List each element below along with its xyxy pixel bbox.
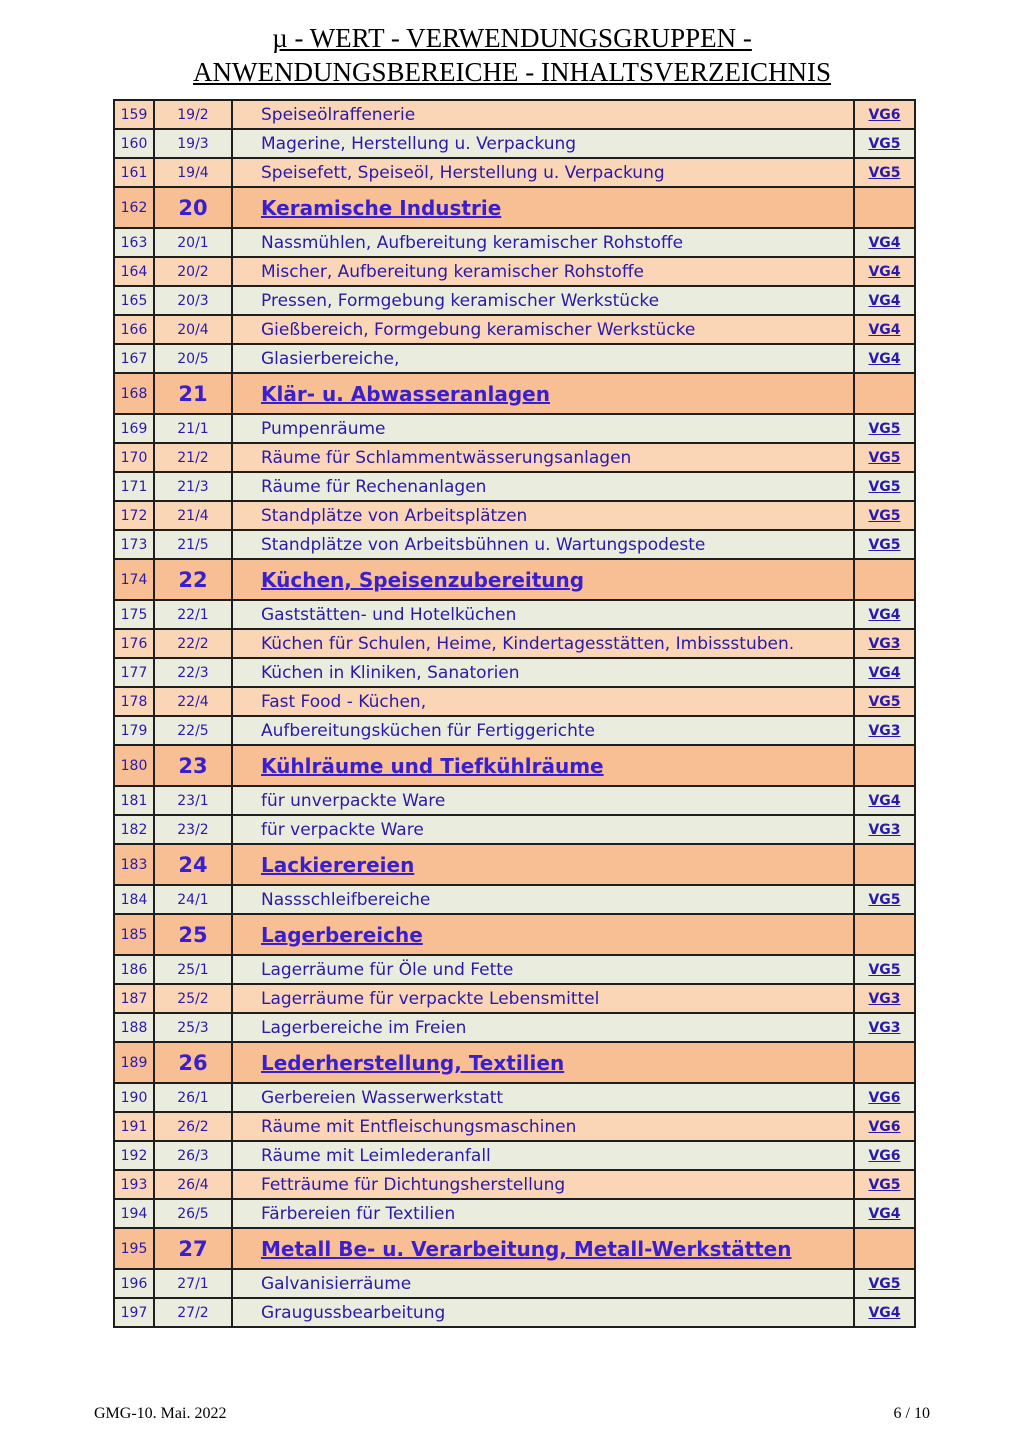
table-row [114,100,915,129]
section-code: 26 [154,1042,232,1083]
item-code: 19/3 [154,129,232,158]
item-description: Standplätze von Arbeitsplätzen [232,501,854,530]
item-code: 26/5 [154,1199,232,1228]
table-row [114,414,915,443]
section-row [114,914,915,955]
section-code: 22 [154,559,232,600]
row-number: 172 [114,501,154,530]
row-number: 161 [114,158,154,187]
vg-link[interactable]: VG5 [854,129,915,158]
item-description: Gerbereien Wasserwerkstatt [232,1083,854,1112]
section-code: 27 [154,1228,232,1269]
vg-link [854,187,915,228]
row-number: 171 [114,472,154,501]
row-number: 192 [114,1141,154,1170]
table-row [114,472,915,501]
row-number: 178 [114,687,154,716]
vg-link [854,559,915,600]
item-description: Nassmühlen, Aufbereitung keramischer Rohstoffe [232,228,854,257]
row-number: 190 [114,1083,154,1112]
table-row [114,228,915,257]
item-description: Färbereien für Textilien [232,1199,854,1228]
row-number: 164 [114,257,154,286]
vg-link[interactable]: VG6 [854,1112,915,1141]
item-description: Speisefett, Speiseöl, Herstellung u. Verpackung [232,158,854,187]
section-row [114,559,915,600]
item-code: 19/4 [154,158,232,187]
item-code: 27/1 [154,1269,232,1298]
row-number: 186 [114,955,154,984]
table-row [114,955,915,984]
vg-link [854,914,915,955]
item-code: 27/2 [154,1298,232,1327]
vg-link [854,1042,915,1083]
row-number: 162 [114,187,154,228]
item-code: 21/2 [154,443,232,472]
vg-link[interactable]: VG3 [854,984,915,1013]
item-code: 22/1 [154,600,232,629]
item-description: Standplätze von Arbeitsbühnen u. Wartungspodeste [232,530,854,559]
row-number: 184 [114,885,154,914]
row-number: 189 [114,1042,154,1083]
item-code: 22/5 [154,716,232,745]
table-row [114,1112,915,1141]
vg-link[interactable]: VG3 [854,629,915,658]
row-number: 183 [114,844,154,885]
vg-link[interactable]: VG6 [854,1083,915,1112]
section-code: 21 [154,373,232,414]
row-number: 188 [114,1013,154,1042]
item-code: 21/3 [154,472,232,501]
vg-link[interactable]: VG5 [854,443,915,472]
table-row [114,1298,915,1327]
item-description: Räume mit Entfleischungsmaschinen [232,1112,854,1141]
vg-link[interactable]: VG5 [854,1269,915,1298]
item-description: Gießbereich, Formgebung keramischer Werkstücke [232,315,854,344]
table-row [114,315,915,344]
vg-link[interactable]: VG4 [854,600,915,629]
section-link[interactable]: Lackierereien [232,844,854,885]
row-number: 197 [114,1298,154,1327]
vg-link[interactable]: VG3 [854,1013,915,1042]
table-row [114,885,915,914]
item-code: 21/5 [154,530,232,559]
vg-link[interactable]: VG5 [854,955,915,984]
table-row [114,1199,915,1228]
section-link[interactable]: Keramische Industrie [232,187,854,228]
vg-link[interactable]: VG5 [854,885,915,914]
row-number: 191 [114,1112,154,1141]
table-row [114,1141,915,1170]
row-number: 167 [114,344,154,373]
item-code: 23/2 [154,815,232,844]
table-row [114,1083,915,1112]
section-code: 25 [154,914,232,955]
vg-link[interactable]: VG4 [854,257,915,286]
vg-link[interactable]: VG3 [854,815,915,844]
row-number: 168 [114,373,154,414]
contents-table [113,99,916,1328]
table-row [114,286,915,315]
row-number: 170 [114,443,154,472]
item-code: 25/1 [154,955,232,984]
vg-link[interactable]: VG4 [854,228,915,257]
item-description: Lagerräume für verpackte Lebensmittel [232,984,854,1013]
table-row [114,629,915,658]
section-link[interactable]: Lederherstellung, Textilien [232,1042,854,1083]
vg-link[interactable]: VG6 [854,1141,915,1170]
item-description: Mischer, Aufbereitung keramischer Rohstoffe [232,257,854,286]
item-description: Gaststätten- und Hotelküchen [232,600,854,629]
item-code: 22/3 [154,658,232,687]
section-row [114,1042,915,1083]
vg-link[interactable]: VG5 [854,687,915,716]
table-row [114,443,915,472]
item-code: 22/4 [154,687,232,716]
row-number: 181 [114,786,154,815]
item-description: Galvanisierräume [232,1269,854,1298]
row-number: 194 [114,1199,154,1228]
page-title-line-2: ANWENDUNGSBEREICHE - INHALTSVERZEICHNIS [193,57,831,87]
section-row [114,1228,915,1269]
row-number: 187 [114,984,154,1013]
section-code: 23 [154,745,232,786]
item-description: Pressen, Formgebung keramischer Werkstücke [232,286,854,315]
item-description: Fetträume für Dichtungsherstellung [232,1170,854,1199]
row-number: 159 [114,100,154,129]
section-row [114,373,915,414]
table-row [114,530,915,559]
table-row [114,687,915,716]
item-code: 19/2 [154,100,232,129]
table-row [114,344,915,373]
table-row [114,658,915,687]
item-description: Pumpenräume [232,414,854,443]
item-description: Räume für Rechenanlagen [232,472,854,501]
section-link[interactable]: Kühlräume und Tiefkühlräume [232,745,854,786]
row-number: 195 [114,1228,154,1269]
row-number: 176 [114,629,154,658]
vg-link[interactable]: VG6 [854,100,915,129]
vg-link[interactable]: VG5 [854,530,915,559]
section-row [114,844,915,885]
vg-link[interactable]: VG5 [854,414,915,443]
item-code: 26/2 [154,1112,232,1141]
vg-link [854,745,915,786]
item-description: Küchen für Schulen, Heime, Kindertagesstätten, Imbissstuben. [232,629,854,658]
section-link[interactable]: Metall Be- u. Verarbeitung, Metall-Werkstätten [232,1228,854,1269]
table-row [114,501,915,530]
table-row [114,1170,915,1199]
row-number: 165 [114,286,154,315]
item-code: 26/3 [154,1141,232,1170]
row-number: 179 [114,716,154,745]
item-code: 25/2 [154,984,232,1013]
item-description: Küchen in Kliniken, Sanatorien [232,658,854,687]
page-title-line-1: µ - WERT - VERWENDUNGSGRUPPEN - [272,23,752,53]
table-row [114,129,915,158]
table-row [114,815,915,844]
item-description: Magerine, Herstellung u. Verpackung [232,129,854,158]
row-number: 180 [114,745,154,786]
item-description: Speiseölraffenerie [232,100,854,129]
item-code: 20/2 [154,257,232,286]
row-number: 182 [114,815,154,844]
footer-page-number: 6 / 10 [893,1405,930,1422]
item-code: 20/3 [154,286,232,315]
section-row [114,745,915,786]
vg-link [854,1228,915,1269]
item-code: 23/1 [154,786,232,815]
item-code: 24/1 [154,885,232,914]
section-code: 20 [154,187,232,228]
section-row [114,187,915,228]
item-description: Graugussbearbeitung [232,1298,854,1327]
vg-link[interactable]: VG4 [854,658,915,687]
table-row [114,158,915,187]
section-code: 24 [154,844,232,885]
vg-link[interactable]: VG4 [854,786,915,815]
section-link[interactable]: Küchen, Speisenzubereitung [232,559,854,600]
item-code: 22/2 [154,629,232,658]
item-code: 20/1 [154,228,232,257]
item-description: Lagerbereiche im Freien [232,1013,854,1042]
table-row [114,1013,915,1042]
vg-link[interactable]: VG4 [854,286,915,315]
table-row [114,600,915,629]
item-code: 25/3 [154,1013,232,1042]
table-row [114,257,915,286]
item-description: für verpackte Ware [232,815,854,844]
item-code: 26/1 [154,1083,232,1112]
vg-link [854,373,915,414]
row-number: 173 [114,530,154,559]
item-description: Räume für Schlammentwässerungsanlagen [232,443,854,472]
section-link[interactable]: Lagerbereiche [232,914,854,955]
vg-link[interactable]: VG5 [854,1170,915,1199]
vg-link[interactable]: VG4 [854,1199,915,1228]
item-description: Fast Food - Küchen, [232,687,854,716]
item-code: 20/4 [154,315,232,344]
table-row [114,786,915,815]
row-number: 193 [114,1170,154,1199]
item-description: Glasierbereiche, [232,344,854,373]
row-number: 169 [114,414,154,443]
row-number: 185 [114,914,154,955]
section-link[interactable]: Klär- u. Abwasseranlagen [232,373,854,414]
footer-date: GMG-10. Mai. 2022 [94,1405,227,1422]
item-code: 20/5 [154,344,232,373]
row-number: 177 [114,658,154,687]
item-code: 21/1 [154,414,232,443]
item-description: für unverpackte Ware [232,786,854,815]
table-row [114,716,915,745]
item-description: Nassschleifbereiche [232,885,854,914]
vg-link[interactable]: VG4 [854,1298,915,1327]
vg-link[interactable]: VG5 [854,501,915,530]
item-description: Aufbereitungsküchen für Fertiggerichte [232,716,854,745]
vg-link[interactable]: VG5 [854,158,915,187]
row-number: 174 [114,559,154,600]
item-description: Räume mit Leimlederanfall [232,1141,854,1170]
table-row [114,1269,915,1298]
row-number: 196 [114,1269,154,1298]
row-number: 160 [114,129,154,158]
vg-link[interactable]: VG5 [854,472,915,501]
item-description: Lagerräume für Öle und Fette [232,955,854,984]
row-number: 175 [114,600,154,629]
row-number: 163 [114,228,154,257]
vg-link[interactable]: VG4 [854,315,915,344]
table-row [114,984,915,1013]
vg-link[interactable]: VG4 [854,344,915,373]
vg-link [854,844,915,885]
item-code: 21/4 [154,501,232,530]
row-number: 166 [114,315,154,344]
vg-link[interactable]: VG3 [854,716,915,745]
item-code: 26/4 [154,1170,232,1199]
